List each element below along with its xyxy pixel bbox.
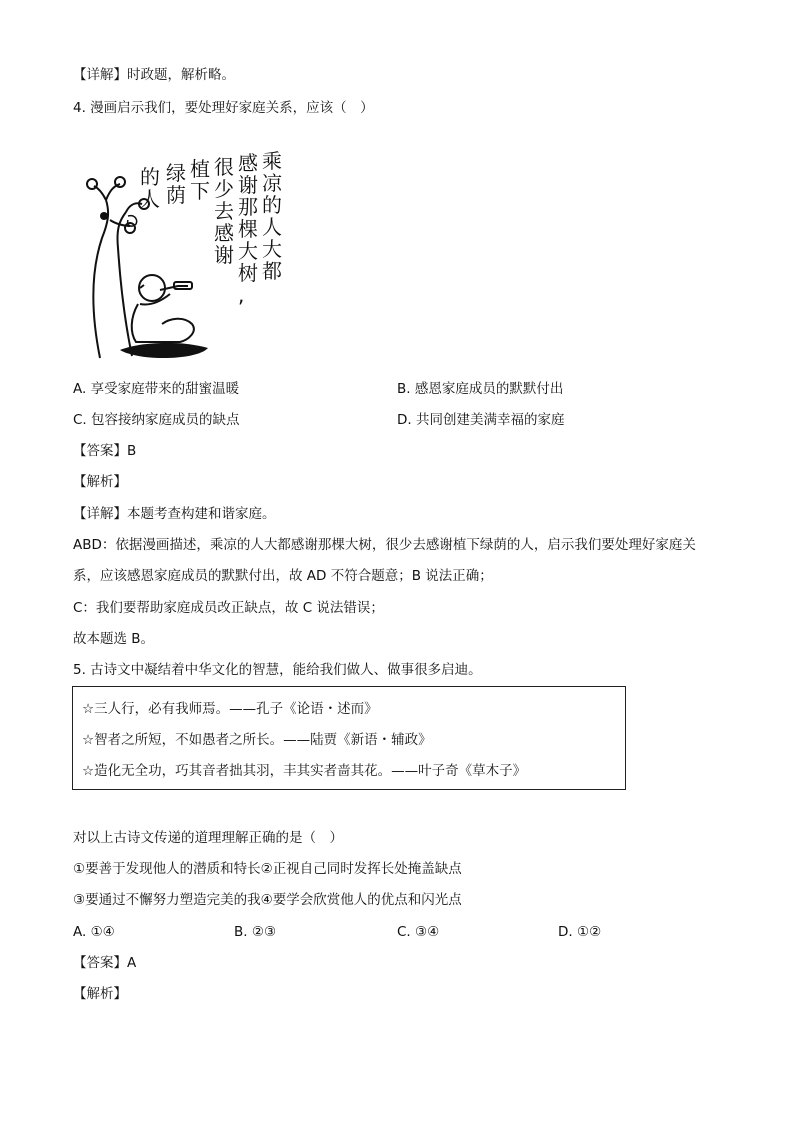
q5-question: 对以上古诗文传递的道理理解正确的是（ ） <box>73 830 343 846</box>
q4-analysis-label: 【解析】 <box>73 474 127 490</box>
q4-detail-title: 【详解】本题考查构建和谐家庭。 <box>73 506 276 522</box>
q5-option-d[interactable]: D. ①② <box>558 924 602 940</box>
q5-analysis-label: 【解析】 <box>73 986 127 1002</box>
q5-option-c[interactable]: C. ③④ <box>397 924 440 940</box>
q5-quote-box <box>72 686 626 790</box>
q4-detail-line-3: C：我们要帮助家庭成员改正缺点，故 C 说法错误； <box>73 600 384 616</box>
q4-option-c[interactable]: C. 包容接纳家庭成员的缺点 <box>73 412 240 428</box>
q5-statements-1: ①要善于发现他人的潜质和特长②正视自己同时发挥长处掩盖缺点 <box>73 861 462 877</box>
q4-stem: 4. 漫画启示我们，要处理好家庭关系，应该（ ） <box>73 100 374 116</box>
q5-statements-2: ③要通过不懈努力塑造完美的我④要学会欣赏他人的优点和闪光点 <box>73 892 462 908</box>
q5-answer: 【答案】A <box>73 955 137 971</box>
q4-detail-line-1: ABD：依据漫画描述，乘凉的人大都感谢那棵大树，很少去感谢植下绿荫的人，启示我们要处理好家庭关 <box>73 537 696 553</box>
q4-detail-line-2: 系，应该感恩家庭成员的默默付出，故 AD 不符合题意；B 说法正确； <box>73 568 493 584</box>
q4-option-a[interactable]: A. 享受家庭带来的甜蜜温暖 <box>73 381 240 397</box>
cartoon-caption-col-6: 的人 <box>140 165 160 211</box>
q5-quote-1: ☆三人行，必有我师焉。——孔子《论语・述而》 <box>82 701 378 717</box>
q5-stem: 5. 古诗文中凝结着中华文化的智慧，能给我们做人、做事很多启迪。 <box>73 662 482 678</box>
cartoon-tree-man-icon <box>80 128 300 364</box>
q5-quote-3: ☆造化无全功，巧其音者拙其羽，丰其实者啬其花。——叶子奇《草木子》 <box>82 763 527 779</box>
q4-conclusion: 故本题选 B。 <box>73 631 155 647</box>
q4-option-d[interactable]: D. 共同创建美满幸福的家庭 <box>397 412 565 428</box>
cartoon-caption-col-4: 植下 <box>190 157 210 203</box>
q5-option-a[interactable]: A. ①④ <box>73 924 115 940</box>
q4-option-b[interactable]: B. 感恩家庭成员的默默付出 <box>397 381 564 397</box>
cartoon-caption <box>140 149 283 307</box>
q5-quote-2: ☆智者之所短，不如愚者之所长。——陆贾《新语・辅政》 <box>82 732 432 748</box>
cartoon-caption-col-3: 很少去感谢 <box>214 155 234 267</box>
cartoon-caption-col-1: 乘凉的人大都 <box>262 149 282 283</box>
q4-answer: 【答案】B <box>73 443 137 459</box>
q5-option-b[interactable]: B. ②③ <box>234 924 277 940</box>
cartoon-caption-col-2: 感谢那棵大树, <box>238 151 258 307</box>
q3-detail: 【详解】时政题，解析略。 <box>73 67 235 83</box>
cartoon-caption-col-5: 绿荫 <box>166 161 186 207</box>
